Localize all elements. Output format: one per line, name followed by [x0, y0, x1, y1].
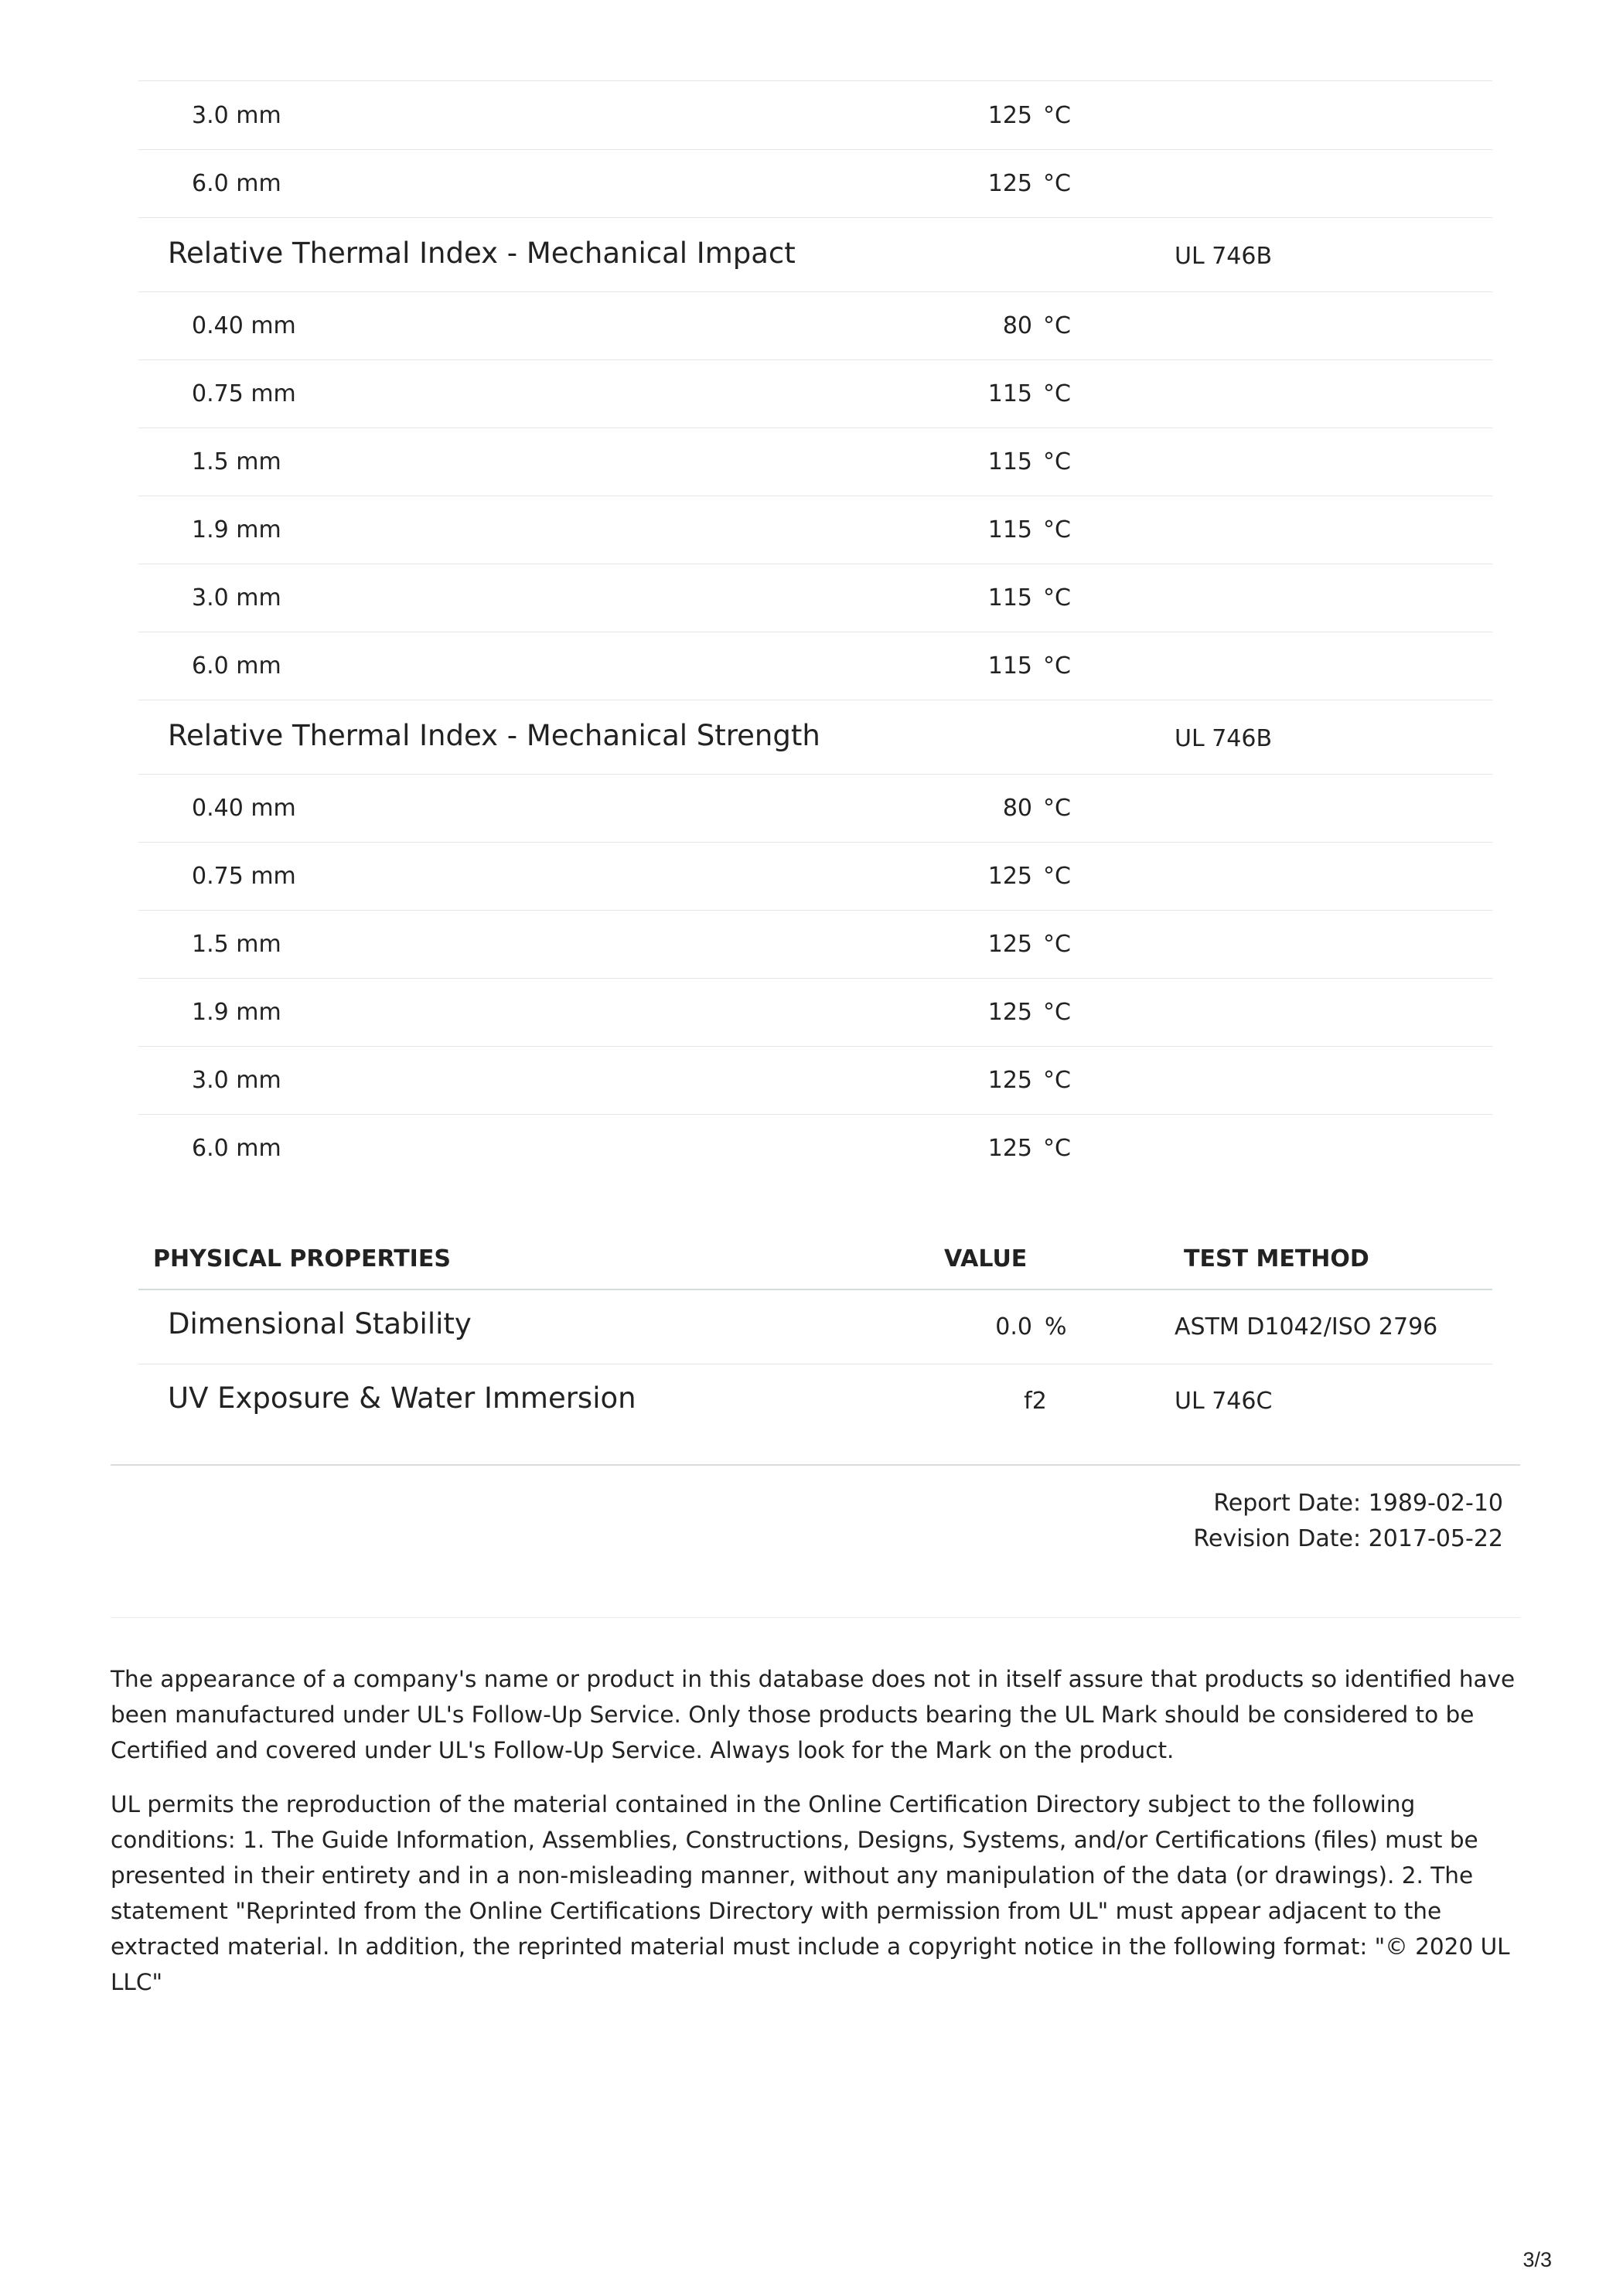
- rti-unit: °C: [1043, 999, 1071, 1026]
- table-row: [138, 150, 1492, 218]
- rti-value: 115: [987, 516, 1032, 543]
- rti-unit: °C: [1043, 931, 1071, 958]
- thickness-label: 1.9 mm: [192, 999, 281, 1026]
- table-row: [138, 496, 1492, 564]
- rti-unit: °C: [1043, 102, 1071, 129]
- property-name: UV Exposure & Water Immersion: [168, 1381, 636, 1415]
- header-property: PHYSICAL PROPERTIES: [153, 1245, 451, 1272]
- thickness-label: 0.75 mm: [192, 380, 296, 407]
- disclaimer-text: The appearance of a company's name or product in this database does not in itself assure that products so identified have been manufactured under UL's Follow-Up Service. Only those products bearing the UL Mark should be considered to be Certified and covered under UL's Follow-Up Service. Always look for the Mark on the product.: [111, 1666, 1516, 1763]
- rti-unit: °C: [1043, 516, 1071, 543]
- header-test-method: TEST METHOD: [1184, 1245, 1369, 1272]
- table-row: [138, 979, 1492, 1047]
- section-divider: [111, 1464, 1520, 1466]
- property-value: f2: [1024, 1388, 1047, 1415]
- thickness-label: 3.0 mm: [192, 102, 281, 129]
- thickness-label: 3.0 mm: [192, 1067, 281, 1094]
- rti-unit: °C: [1043, 448, 1071, 475]
- rti-unit: °C: [1043, 1067, 1071, 1094]
- rti-unit: °C: [1043, 312, 1071, 339]
- property-value: 0.0: [995, 1313, 1032, 1340]
- table-row: [138, 843, 1492, 911]
- thickness-label: 1.5 mm: [192, 448, 281, 475]
- page-number: 3/3: [1522, 2248, 1552, 2271]
- rti-value: 125: [987, 931, 1032, 958]
- table-row: [138, 360, 1492, 428]
- rti-unit: °C: [1043, 170, 1071, 197]
- rti-unit: °C: [1043, 795, 1071, 822]
- rti-value: 125: [987, 1067, 1032, 1094]
- thermal-index-table: [138, 82, 1492, 1182]
- table-row: [138, 292, 1492, 360]
- rti-value: 125: [987, 999, 1032, 1026]
- rti-value: 115: [987, 652, 1032, 680]
- thickness-label: 6.0 mm: [192, 1135, 281, 1162]
- table-row: [138, 82, 1492, 150]
- permission-text: UL permits the reproduction of the material contained in the Online Certification Directory subject to the following conditions: 1. The Guide Information, Assemblies, Constructions, Designs, Systems, and/or Certifications (files) must be presented in their entirety and in a non-misleading manner, without any manipulation of the data (or drawings). 2. The statement "Reprinted from the Online Certifications Directory with permission from UL" must appear adjacent to the extracted material. In addition, the reprinted material must include a copyright notice in the following format: "© 2020 UL LLC": [111, 1791, 1510, 1995]
- footer-divider: [111, 1617, 1520, 1618]
- thickness-label: 0.40 mm: [192, 795, 296, 822]
- header-value: VALUE: [944, 1245, 1028, 1272]
- table-row: [138, 1047, 1492, 1115]
- thickness-label: 0.75 mm: [192, 863, 296, 890]
- rti-unit: °C: [1043, 1135, 1071, 1162]
- group-title: Relative Thermal Index - Mechanical Strength: [168, 719, 820, 752]
- property-unit: %: [1045, 1313, 1067, 1340]
- table-row: [138, 1115, 1492, 1182]
- property-test-method: ASTM D1042/ISO 2796: [1175, 1313, 1438, 1340]
- rti-unit: °C: [1043, 652, 1071, 680]
- group-title: Relative Thermal Index - Mechanical Impact: [168, 237, 796, 270]
- rti-value: 80: [1002, 312, 1032, 339]
- rti-unit: °C: [1043, 584, 1071, 611]
- report-dates: [1193, 1486, 1503, 1557]
- table-row: [138, 564, 1492, 632]
- property-test-method: UL 746C: [1175, 1388, 1273, 1415]
- rti-value: 125: [987, 170, 1032, 197]
- thickness-label: 1.9 mm: [192, 516, 281, 543]
- rti-value: 125: [987, 863, 1032, 890]
- group-header-mechanical-impact: [138, 218, 1492, 292]
- rti-unit: °C: [1043, 380, 1071, 407]
- thickness-label: 1.5 mm: [192, 931, 281, 958]
- rti-unit: °C: [1043, 863, 1071, 890]
- table-row: [138, 428, 1492, 496]
- table-row: [138, 911, 1492, 979]
- thickness-label: 0.40 mm: [192, 312, 296, 339]
- rti-value: 125: [987, 102, 1032, 129]
- thickness-label: 6.0 mm: [192, 170, 281, 197]
- physical-properties-header: [138, 1235, 1492, 1290]
- revision-date: Revision Date: 2017-05-22: [1193, 1525, 1503, 1552]
- physical-row-dimensional-stability: [138, 1290, 1492, 1364]
- rti-value: 125: [987, 1135, 1032, 1162]
- table-top-rule: [138, 80, 1492, 81]
- group-test-method: UL 746B: [1175, 725, 1273, 752]
- table-row: [138, 775, 1492, 843]
- rti-value: 115: [987, 448, 1032, 475]
- rti-value: 115: [987, 380, 1032, 407]
- group-test-method: UL 746B: [1175, 243, 1273, 270]
- group-header-mechanical-strength: [138, 700, 1492, 775]
- rti-value: 80: [1002, 795, 1032, 822]
- report-date: Report Date: 1989-02-10: [1213, 1490, 1503, 1517]
- thickness-label: 6.0 mm: [192, 652, 281, 680]
- thickness-label: 3.0 mm: [192, 584, 281, 611]
- table-row: [138, 632, 1492, 700]
- property-name: Dimensional Stability: [168, 1307, 472, 1340]
- physical-row-uv-exposure: [138, 1364, 1492, 1438]
- rti-value: 115: [987, 584, 1032, 611]
